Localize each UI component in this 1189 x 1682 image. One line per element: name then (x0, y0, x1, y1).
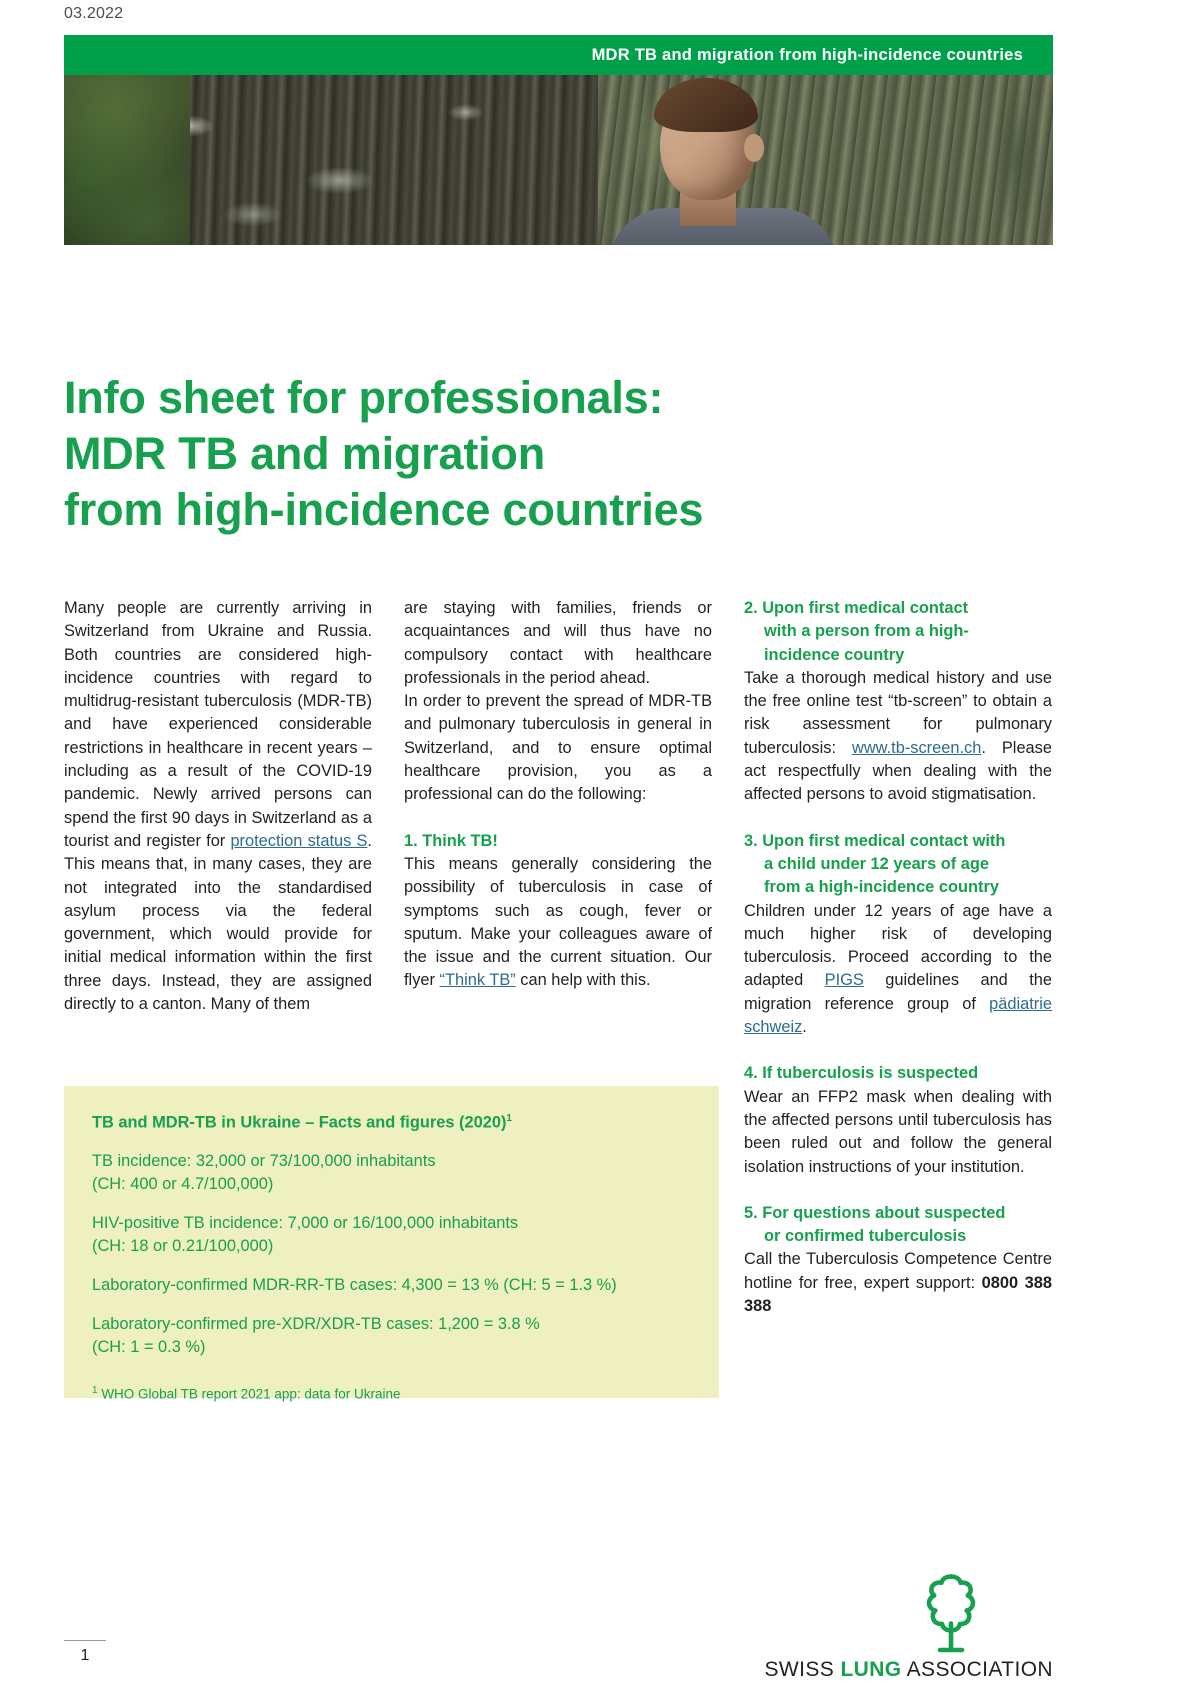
section-3-text-a: Children under 12 years of age have a much higher risk of developing tuberculosis. Proceed according to the adapted (744, 901, 1052, 990)
brand-word-association: ASSOCIATION (906, 1658, 1053, 1681)
section-3-text-b: guidelines and the migration reference group of (744, 971, 1052, 1013)
section-2-heading-line-1: 2. Upon first medical contact (744, 599, 969, 617)
link-protection-status-s[interactable]: protection status S (230, 831, 368, 850)
facts-box-title-text: TB and MDR-TB in Ukraine – Facts and figures (2020) (92, 1113, 507, 1132)
hero-section (64, 35, 1053, 245)
section-1-heading: 1. Think TB! (404, 831, 498, 850)
column3-spacer-1 (744, 807, 1052, 830)
page-number-rule (64, 1640, 106, 1641)
section-3-heading-line-2: a child under 12 years of age (764, 854, 990, 873)
section-1-body (404, 853, 712, 993)
column-3 (744, 597, 1052, 1318)
section-2-heading (744, 597, 1052, 667)
section-3-heading-line-1: 3. Upon first medical contact with (744, 831, 1006, 850)
brand-footer (633, 1570, 1053, 1682)
person-ear (744, 134, 764, 162)
facts-box-title-superscript: 1 (506, 1113, 512, 1124)
brand-word-lung: LUNG (840, 1658, 902, 1681)
section-5-heading-line-1: 5. For questions about suspected (744, 1203, 1006, 1222)
section-2-body (744, 667, 1052, 807)
tree-logo-icon (915, 1570, 987, 1654)
section-1-text-a: This means generally considering the possibility of tuberculosis in case of symptoms such as cough, fever or sputum. Make your colleagues aware of the issue and the current situation. Our flyer (404, 854, 712, 990)
section-5-body (744, 1248, 1052, 1318)
section-5-text: Call the Tuberculosis Competence Centre hotline for free, expert support: (744, 1250, 1052, 1292)
hero-image (64, 75, 1053, 245)
person-hair (654, 78, 758, 132)
section-3-heading-line-3: from a high-incidence country (764, 878, 999, 897)
section-2-text-b: . Please act respectfully when dealing with the affected persons to avoid stigmatisation. (744, 738, 1052, 804)
hero-image-person (618, 82, 828, 245)
link-think-tb-flyer[interactable]: “Think TB” (439, 971, 516, 990)
page-title (64, 370, 844, 538)
page-title-line-3: from high-incidence countries (64, 484, 704, 536)
brand-name (633, 1658, 1053, 1682)
document-date: 03.2022 (64, 5, 124, 22)
column3-spacer-3 (744, 1179, 1052, 1202)
hero-banner (64, 35, 1053, 75)
facts-line: HIV-positive TB incidence: 7,000 or 16/100,000 inhabitants (CH: 18 or 0.21/100,000) (92, 1214, 519, 1256)
section-2-heading-line-3: incidence country (764, 645, 905, 664)
section-3-body (744, 900, 1052, 1040)
link-paediatrie-schweiz[interactable]: pädiatrie schweiz (744, 994, 1052, 1037)
page-title-line-1: Info sheet for professionals: (64, 372, 664, 424)
page-number: 1 (80, 1647, 90, 1664)
section-2-text-a: Take a thorough medical history and use the free online test “tb-screen” to obtain a risk assessment for pulmonary tuberculosis: (744, 668, 1052, 757)
column2-paragraph-1: are staying with families, friends or acquaintances and will thus have no compulsory contact with healthcare professionals in the period ahead. (404, 599, 712, 687)
hotline-phone-number: 0800 388 388 (744, 1273, 1052, 1316)
column2-paragraph-2: In order to prevent the spread of MDR-TB and pulmonary tuberculosis in general in Switzerland, and to ensure optimal healthcare provision, you as a professional can do the following: (404, 692, 712, 804)
section-2-heading-line-2: with a person from a high- (764, 622, 969, 641)
page-title-line-2: MDR TB and migration (64, 428, 545, 480)
hero-image-bark (64, 75, 638, 245)
column3-spacer-2 (744, 1039, 1052, 1062)
section-1-text-b: can help with this. (515, 971, 651, 990)
column2-spacer (404, 807, 712, 830)
facts-box-footnote-text: WHO Global TB report 2021 app: data for Ukraine (97, 1386, 401, 1402)
facts-line: Laboratory-confirmed MDR-RR-TB cases: 4,300 = 13 % (CH: 5 = 1.3 %) (92, 1276, 617, 1295)
section-5-heading (744, 1202, 1052, 1249)
section-4-body: Wear an FFP2 mask when dealing with the affected persons until tuberculosis has been ruled out and follow the general isolation instructions of your institution. (744, 1087, 1052, 1176)
link-tb-screen[interactable]: www.tb-screen.ch (851, 738, 982, 757)
column1-text-b: . This means that, in many cases, they are not integrated into the standardised asylum process via the federal government, which would provide for initial medical information within the first three days. Instead, they are assigned directly to a canton. Many of them (64, 831, 372, 1014)
brand-word-swiss: SWISS (764, 1658, 835, 1681)
section-4-heading: 4. If tuberculosis is suspected (744, 1064, 979, 1083)
link-pigs-guidelines[interactable]: PIGS (824, 971, 864, 990)
facts-line: TB incidence: 32,000 or 73/100,000 inhabitants (CH: 400 or 4.7/100,000) (92, 1152, 436, 1194)
column1-paragraph (64, 597, 372, 1016)
facts-line: Laboratory-confirmed pre-XDR/XDR-TB cases: 1,200 = 3.8 % (CH: 1 = 0.3 %) (92, 1315, 540, 1357)
facts-box-footnote-marker: 1 (92, 1385, 98, 1397)
hero-banner-title: MDR TB and migration from high-incidence countries (591, 45, 1023, 64)
facts-box (64, 1086, 719, 1402)
section-5-heading-line-2: or confirmed tuberculosis (764, 1227, 967, 1246)
column1-text-a: Many people are currently arriving in Switzerland from Ukraine and Russia. Both countries are considered high-incidence countries with regard to multidrug-resistant tuberculosis (MDR-TB) and have experienced considerable restrictions in healthcare in recent years – including as a result of the COVID-19 pandemic. Newly arrived persons can spend the first 90 days in Switzerland as a tourist and register for (64, 599, 372, 850)
facts-box-title (92, 1113, 691, 1132)
section-3-text-c: . (802, 1018, 807, 1037)
facts-box-footnote (92, 1381, 691, 1404)
section-3-heading (744, 830, 1052, 900)
